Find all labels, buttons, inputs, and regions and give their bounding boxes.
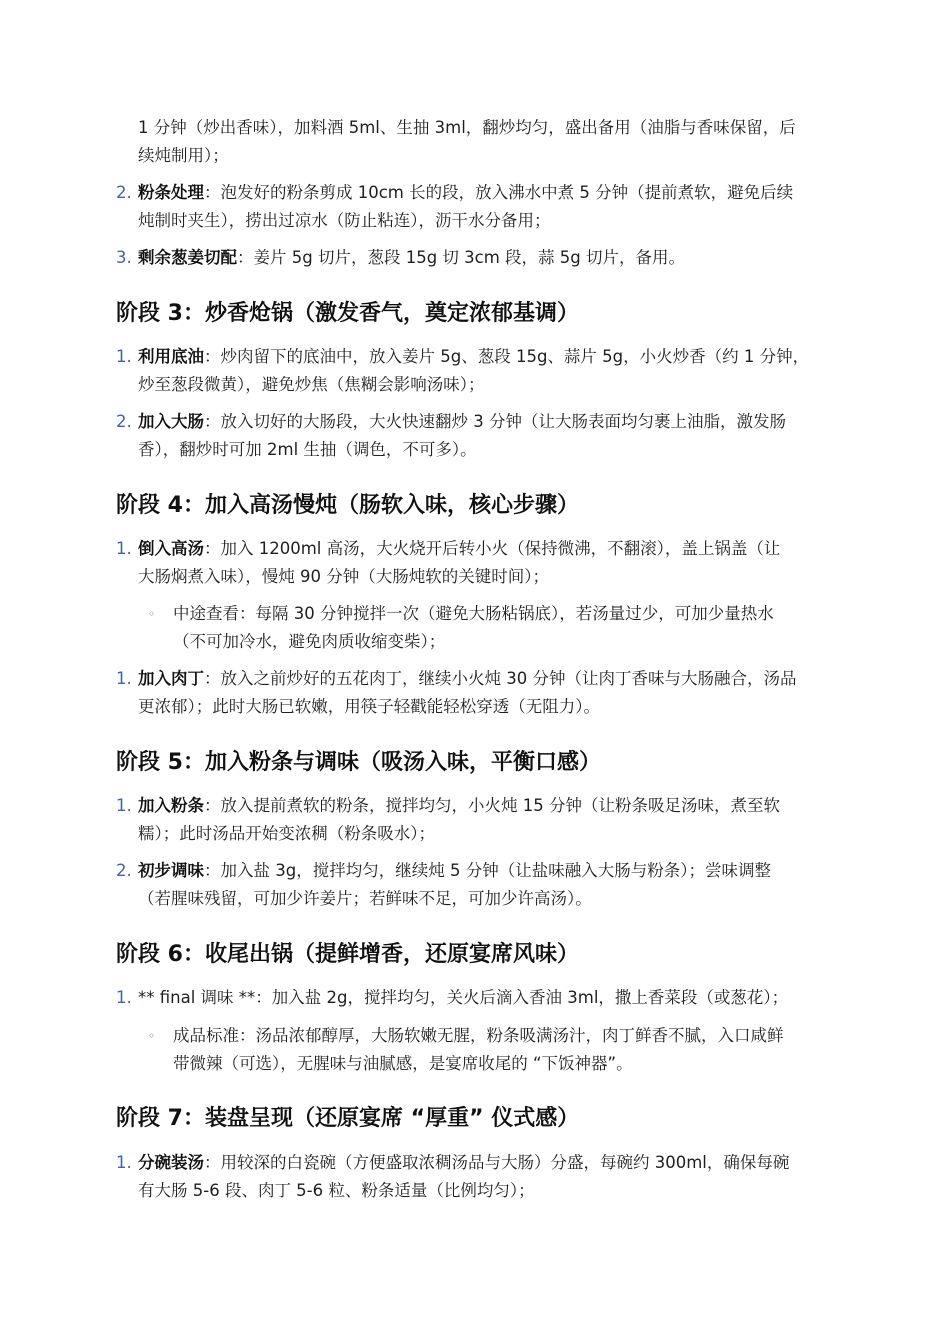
text-line: 炖制时夹生），捞出过凉水（防止粘连），沥干水分备用； bbox=[138, 211, 551, 230]
text-line: （若腥味残留，可加少许姜片；若鲜味不足，可加少许高汤）。 bbox=[138, 889, 592, 908]
item-label: 加入大肠 bbox=[138, 412, 204, 431]
item-label: 倒入高汤 bbox=[138, 539, 204, 558]
sub-bullet: ◦ bbox=[148, 1029, 156, 1043]
text-line bbox=[138, 857, 771, 885]
text-line: ** final 调味 **：加入盐 2g，搅拌均匀，关火后滴入香油 3ml，撒上香菜段（或葱花）； bbox=[138, 988, 789, 1007]
section-heading: 阶段 6：收尾出锅（提鲜增香，还原宴席风味） bbox=[116, 942, 579, 967]
sub-list-item bbox=[173, 600, 774, 656]
text-line: 1 分钟（炒出香味），加料酒 5ml、生抽 3ml，翻炒均匀，盛出备用（油脂与香味保留，后 bbox=[138, 118, 796, 137]
section-heading: 阶段 4：加入高汤慢炖（肠软入味，核心步骤） bbox=[116, 493, 579, 518]
text-line: 香），翻炒时可加 2ml 生抽（调色，不可多）。 bbox=[138, 440, 477, 459]
item-label: 加入肉丁 bbox=[138, 669, 204, 688]
list-number: 2. bbox=[116, 861, 132, 880]
item-label: 分碗装汤 bbox=[138, 1153, 204, 1172]
list-item bbox=[138, 179, 793, 235]
list-number: 1. bbox=[116, 669, 132, 688]
item-label: 加入粉条 bbox=[138, 796, 204, 815]
list-item bbox=[138, 343, 809, 399]
list-item bbox=[138, 244, 685, 272]
list-number: 2. bbox=[116, 412, 132, 431]
text-line: 成品标准：汤品浓郁醇厚，大肠软嫩无腥，粉条吸满汤汁，肉丁鲜香不腻，入口咸鲜 bbox=[173, 1026, 784, 1045]
list-item bbox=[138, 535, 780, 591]
text-line bbox=[138, 1149, 789, 1177]
text-line: 续炖制用）； bbox=[138, 146, 229, 165]
list-number: 2. bbox=[116, 183, 132, 202]
text-line: 糯）；此时汤品开始变浓稠（粉条吸水）； bbox=[138, 824, 435, 843]
item-text: ：加入盐 3g，搅拌均匀，继续炖 5 分钟（让盐味融入大肠与粉条）；尝味调整 bbox=[204, 861, 771, 880]
text-line bbox=[138, 535, 780, 563]
list-item bbox=[138, 792, 780, 848]
item-text: ：放入切好的大肠段，大火快速翻炒 3 分钟（让大肠表面均匀裹上油脂，激发肠 bbox=[204, 412, 786, 431]
item-label: 粉条处理 bbox=[138, 183, 204, 202]
text-line: 有大肠 5-6 段、肉丁 5-6 粒、粉条适量（比例均匀）； bbox=[138, 1181, 535, 1200]
list-number: 1. bbox=[116, 796, 132, 815]
section-heading: 阶段 3：炒香炝锅（激发香气，奠定浓郁基调） bbox=[116, 301, 579, 326]
text-line: 炒至葱段微黄），避免炒焦（焦糊会影响汤味）； bbox=[138, 375, 485, 394]
item-text: ：用较深的白瓷碗（方便盛取浓稠汤品与大肠）分盛，每碗约 300ml，确保每碗 bbox=[204, 1153, 790, 1172]
item-text: ：姜片 5g 切片，葱段 15g 切 3cm 段，蒜 5g 切片，备用。 bbox=[237, 248, 686, 267]
list-number: 3. bbox=[116, 248, 132, 267]
item-label: 利用底油 bbox=[138, 347, 204, 366]
text-line bbox=[138, 665, 797, 693]
item-text: ：放入提前煮软的粉条，搅拌均匀，小火炖 15 分钟（让粉条吸足汤味，煮至软 bbox=[204, 796, 780, 815]
list-item bbox=[138, 1149, 789, 1205]
item-label: 剩余葱姜切配 bbox=[138, 248, 237, 267]
item-text: ：炒肉留下的底油中，放入姜片 5g、葱段 15g、蒜片 5g，小火炒香（约 1 分钟， bbox=[204, 347, 810, 366]
intro-paragraph bbox=[138, 114, 796, 170]
item-label: 初步调味 bbox=[138, 861, 204, 880]
text-line bbox=[138, 179, 793, 207]
list-number: 1. bbox=[116, 1153, 132, 1172]
text-line bbox=[138, 408, 786, 436]
list-number: 1. bbox=[116, 539, 132, 558]
text-line bbox=[138, 244, 685, 272]
list-item bbox=[138, 857, 771, 913]
item-text: ：加入 1200ml 高汤，大火烧开后转小火（保持微沸，不翻滚），盖上锅盖（让 bbox=[204, 539, 781, 558]
text-line bbox=[138, 792, 780, 820]
text-line: 大肠焖煮入味），慢炖 90 分钟（大肠炖软的关键时间）； bbox=[138, 567, 549, 586]
list-item bbox=[138, 408, 786, 464]
text-line: 带微辣（可选），无腥味与油腻感，是宴席收尾的 “下饭神器”。 bbox=[173, 1054, 633, 1073]
item-text: ：放入之前炒好的五花肉丁，继续小火炖 30 分钟（让肉丁香味与大肠融合，汤品 bbox=[204, 669, 797, 688]
item-text: ：泡发好的粉条剪成 10cm 长的段，放入沸水中煮 5 分钟（提前煮软，避免后续 bbox=[204, 183, 794, 202]
text-line: （不可加冷水，避免肉质收缩变柴）； bbox=[173, 632, 446, 651]
list-number: 1. bbox=[116, 988, 132, 1007]
list-number: 1. bbox=[116, 347, 132, 366]
sub-list-item bbox=[173, 1022, 784, 1078]
list-item bbox=[138, 665, 797, 721]
section-heading: 阶段 5：加入粉条与调味（吸汤入味，平衡口感） bbox=[116, 750, 601, 775]
list-item bbox=[138, 984, 788, 1012]
section-heading: 阶段 7：装盘呈现（还原宴席 “厚重” 仪式感） bbox=[116, 1106, 580, 1131]
text-line bbox=[138, 343, 809, 371]
sub-bullet: ◦ bbox=[148, 607, 156, 621]
text-line: 更浓郁）；此时大肠已软嫩，用筷子轻戳能轻松穿透（无阻力）。 bbox=[138, 697, 600, 716]
text-line: 中途查看：每隔 30 分钟搅拌一次（避免大肠粘锅底），若汤量过少，可加少量热水 bbox=[173, 604, 774, 623]
